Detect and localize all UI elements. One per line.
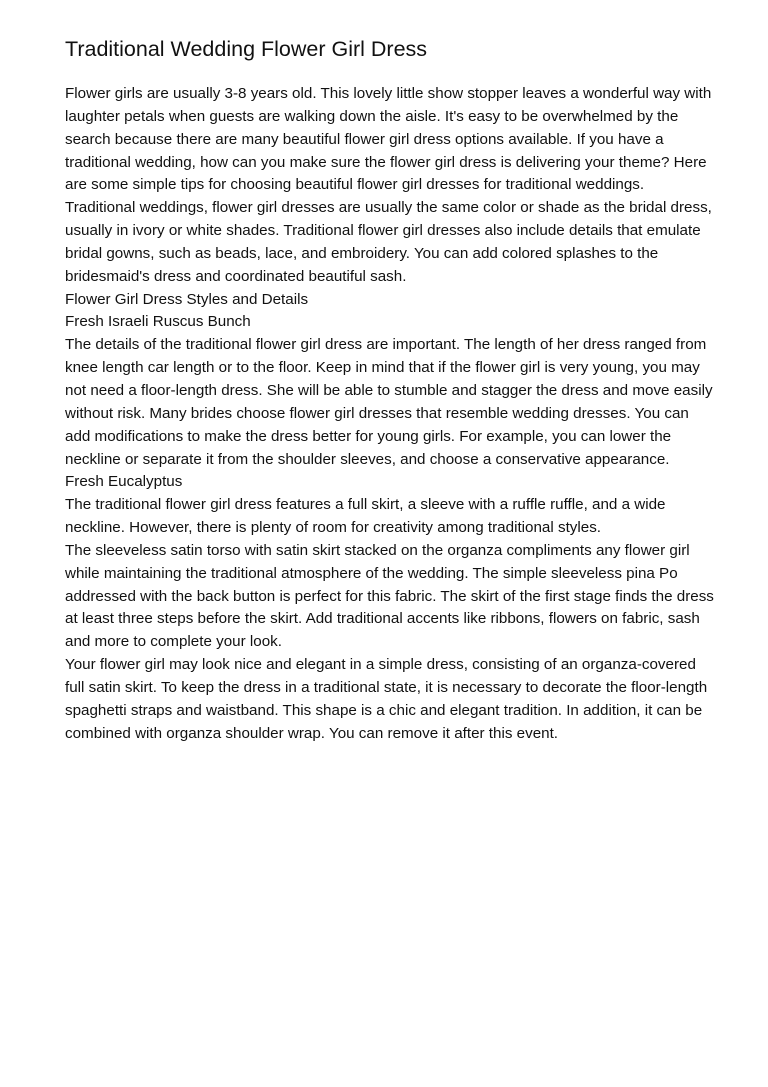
features-paragraph: The traditional flower girl dress features a full skirt, a sleeve with a ruffle ruffle, and a wide neckline. However, there is plenty of room for creativity among traditional styles.	[65, 496, 666, 537]
section-heading-ruscus: Fresh Israeli Ruscus Bunch	[65, 313, 251, 331]
section-heading-eucalyptus: Fresh Eucalyptus	[65, 473, 183, 491]
details-paragraph: The details of the traditional flower girl dress are important. The length of her dress ranged from knee length car length or to the floor. Keep in mind that if the flower girl is very young, you may not need a floor-length dress. She will be able to stumble and stagger the dress and move easily without risk. Many brides choose flower girl dresses that resemble wedding dresses. You can add modifications to make the dress better for young girls. For example, you can lower the neckline or separate it from the shoulder sleeves, and choose a conservative appearance.	[65, 336, 713, 468]
traditional-color-paragraph: Traditional weddings, flower girl dresses are usually the same color or shade as the bridal dress, usually in ivory or white shades. Traditional flower girl dresses also include details that emulate bridal gowns, such as beads, lace, and embroidery. You can add colored splashes to the bridesmaid's dress and coordinated beautiful sash.	[65, 199, 712, 285]
closing-paragraph: Your flower girl may look nice and elegant in a simple dress, consisting of an organza-covered full satin skirt. To keep the dress in a traditional state, it is necessary to decorate the floor-length spaghetti straps and waistband. This shape is a chic and elegant tradition. In addition, it can be combined with organza shoulder wrap. You can remove it after this event.	[65, 656, 708, 742]
intro-paragraph: Flower girls are usually 3-8 years old. This lovely little show stopper leaves a wonderful way with laughter petals when guests are walking down the aisle. It's easy to be overwhelmed by the search because there are many beautiful flower girl dress options available. If you have a traditional wedding, how can you make sure the flower girl dress is delivering your theme? Here are some simple tips for choosing beautiful flower girl dresses for traditional weddings.	[65, 85, 712, 194]
document-title: Traditional Wedding Flower Girl Dress	[65, 37, 428, 61]
satin-paragraph: The sleeveless satin torso with satin skirt stacked on the organza compliments any flower girl while maintaining the traditional atmosphere of the wedding. The simple sleeveless pina Po addressed with the back button is perfect for this fabric. The skirt of the first stage finds the dress at least three steps before the skirt. Add traditional accents like ribbons, flowers on fabric, sash and more to complete your look.	[65, 541, 714, 651]
document-body	[65, 83, 715, 745]
document-page	[65, 34, 715, 745]
section-heading-styles: Flower Girl Dress Styles and Details	[65, 290, 309, 308]
